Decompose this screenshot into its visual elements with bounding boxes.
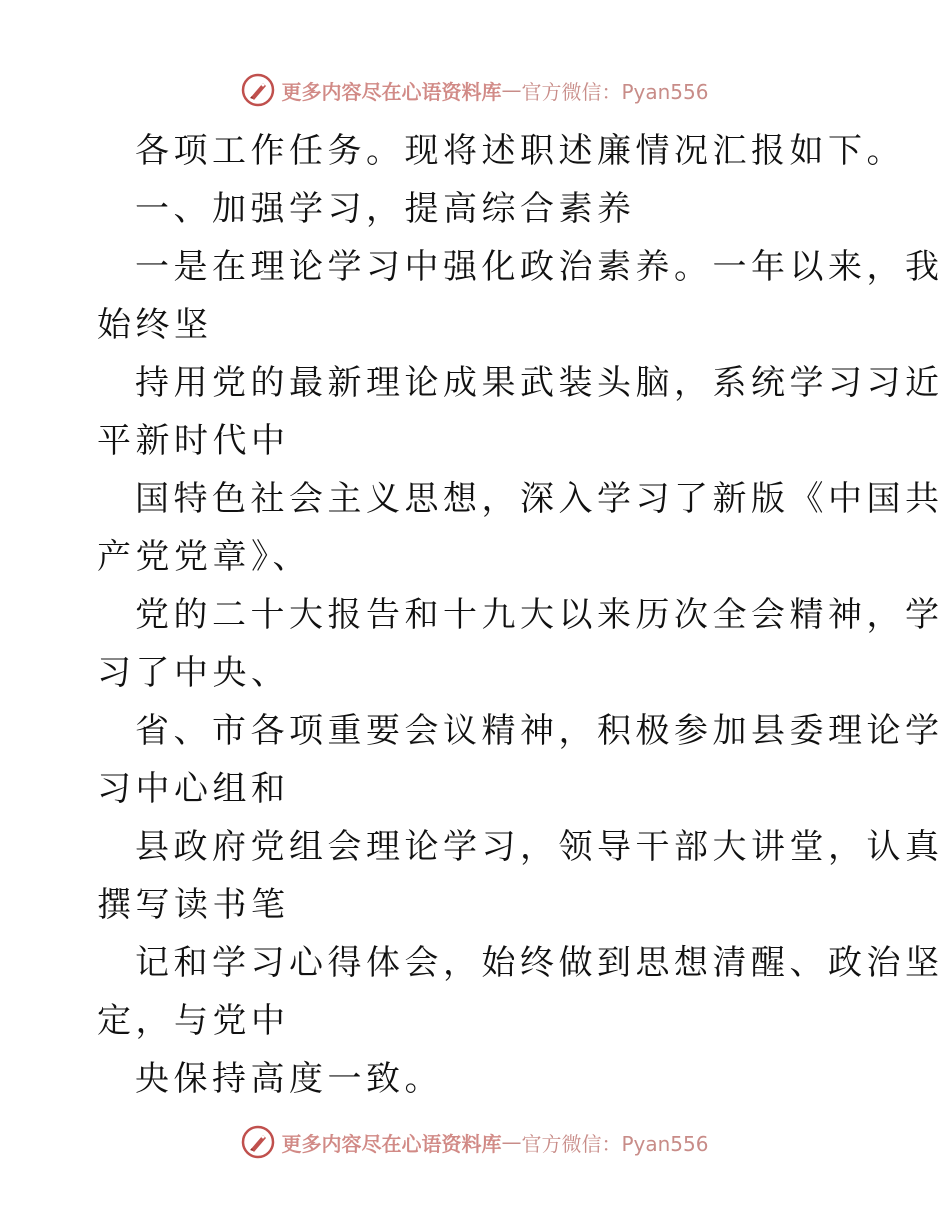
watermark-dash: — [501, 78, 522, 102]
text-line: 一是在理论学习中强化政治素养。一年以来，我 [135, 247, 944, 287]
text-line: 撰写读书笔 [97, 885, 290, 925]
text-line: 定，与党中 [97, 1001, 290, 1041]
section-heading: 一、加强学习，提高综合素养 [135, 189, 636, 229]
text-line: 持用党的最新理论成果武装头脑，系统学习习近 [135, 363, 944, 403]
text-line: 国特色社会主义思想，深入学习了新版《中国共 [135, 479, 944, 519]
watermark-dash: — [501, 1130, 522, 1154]
document-lines [97, 122, 944, 1108]
pen-nib-logo-icon [241, 73, 275, 107]
pen-nib-logo-icon [241, 1125, 275, 1159]
document-body [97, 122, 944, 1108]
text-line: 始终坚 [97, 305, 213, 345]
watermark-contact: 官方微信：Pyan556 [521, 79, 709, 104]
text-line: 记和学习心得体会，始终做到思想清醒、政治坚 [135, 943, 944, 983]
text-line: 央保持高度一致。 [135, 1059, 443, 1099]
text-line: 党的二十大报告和十九大以来历次全会精神，学 [135, 595, 944, 635]
text-line: 县政府党组会理论学习，领导干部大讲堂，认真 [135, 827, 944, 867]
text-line: 平新时代中 [97, 421, 290, 461]
header-watermark [0, 70, 950, 110]
text-line: 习了中央、 [97, 653, 290, 693]
watermark-text: 更多内容尽在心语资料库 [281, 1131, 502, 1156]
footer-watermark [0, 1122, 950, 1162]
text-line: 各项工作任务。现将述职述廉情况汇报如下。 [135, 131, 905, 171]
watermark-contact: 官方微信：Pyan556 [521, 1131, 709, 1156]
text-line: 产党党章》、 [97, 537, 311, 577]
text-line: 习中心组和 [97, 769, 290, 809]
watermark-text: 更多内容尽在心语资料库 [281, 79, 502, 104]
text-line: 省、市各项重要会议精神，积极参加县委理论学 [135, 711, 944, 751]
